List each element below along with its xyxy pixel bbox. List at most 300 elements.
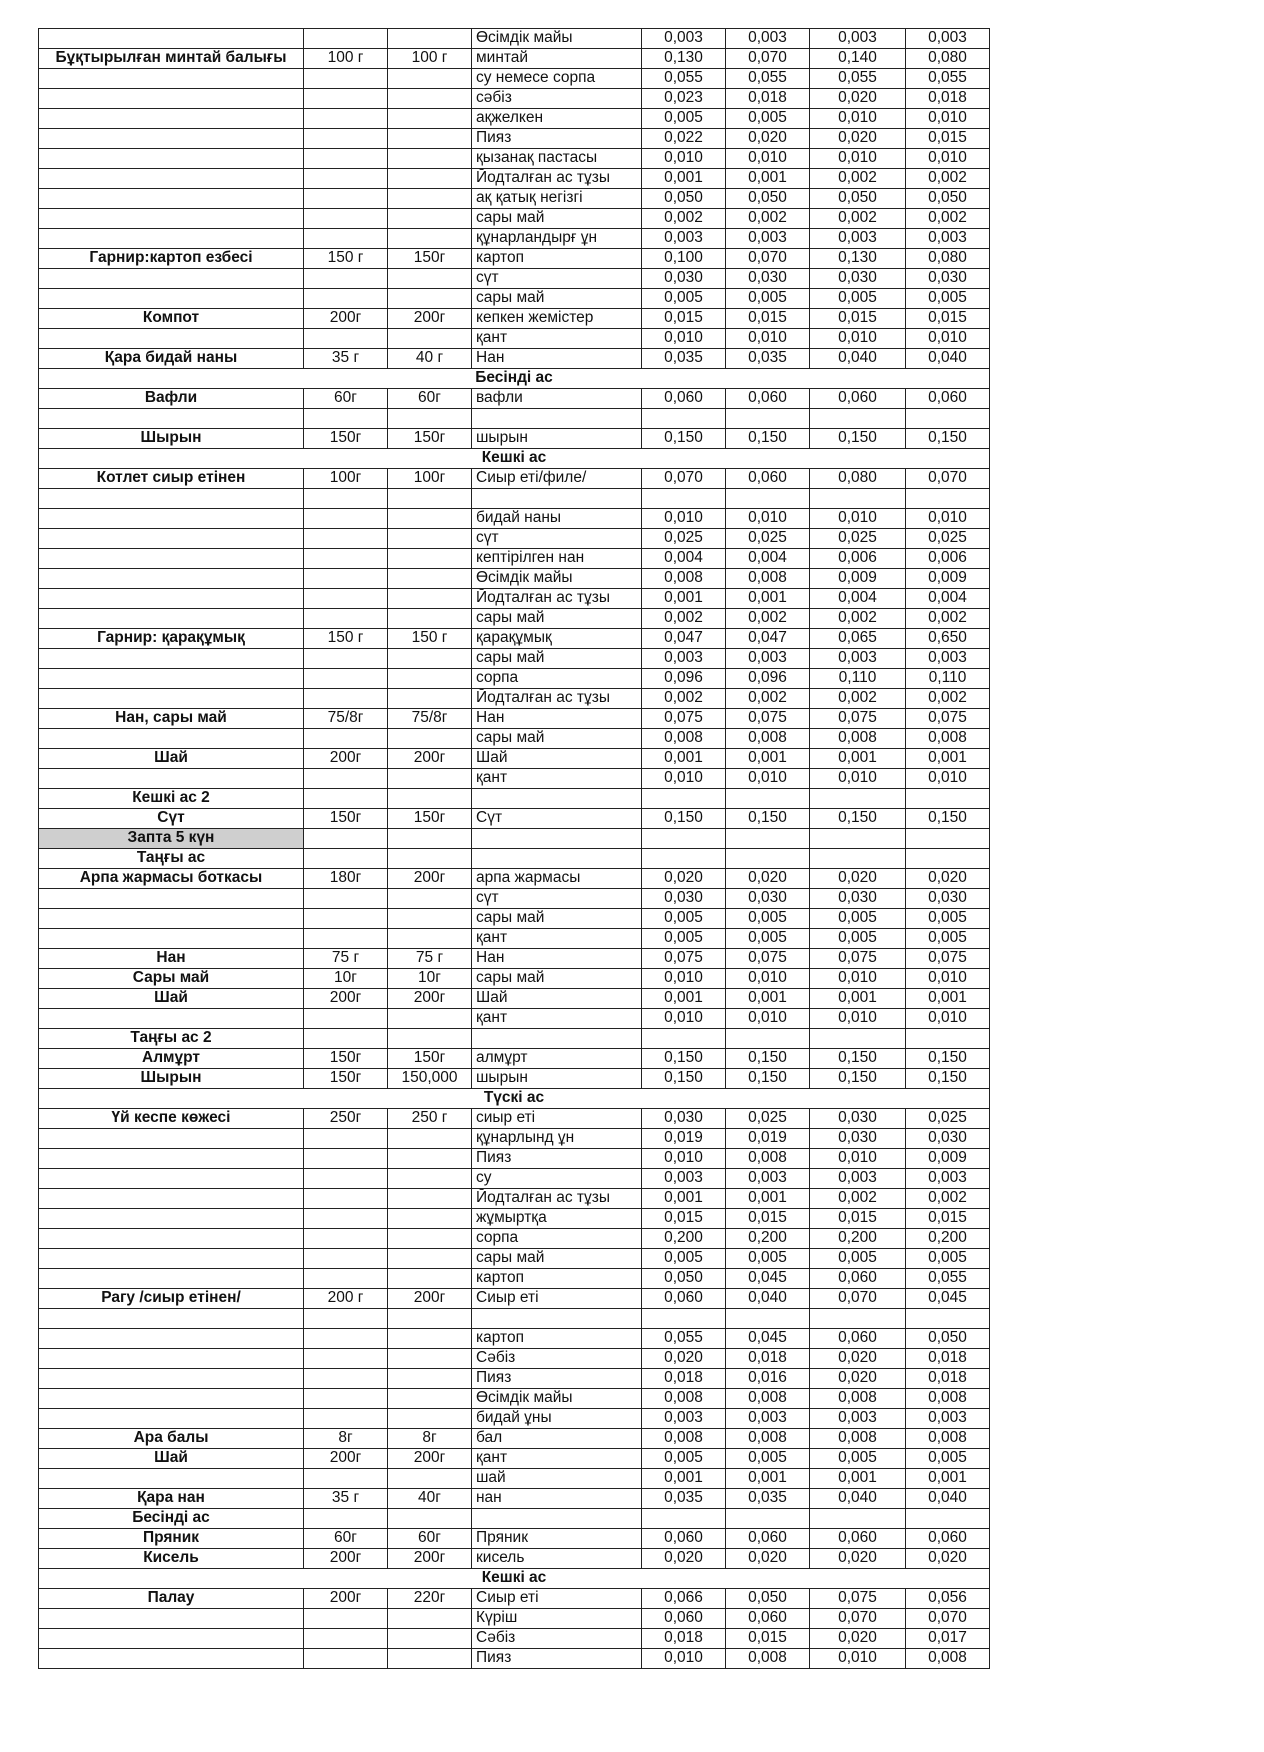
qty-col-1-cell [642, 409, 726, 429]
ingredient-cell: сүт [472, 269, 642, 289]
qty-col-1-cell: 0,001 [642, 589, 726, 609]
dish-name-cell [39, 1629, 304, 1649]
qty-col-2-cell: 0,001 [726, 1469, 810, 1489]
table-row [39, 529, 990, 549]
qty-col-4-cell: 0,003 [906, 1409, 990, 1429]
qty-col-4-cell: 0,002 [906, 169, 990, 189]
output-qty-1-cell [304, 69, 388, 89]
qty-col-3-cell: 0,002 [810, 1189, 906, 1209]
output-qty-2-cell [388, 209, 472, 229]
qty-col-4-cell: 0,008 [906, 1429, 990, 1449]
output-qty-2-cell [388, 689, 472, 709]
ingredient-cell: Күріш [472, 1609, 642, 1629]
qty-col-2-cell: 0,010 [726, 509, 810, 529]
qty-col-1-cell: 0,010 [642, 769, 726, 789]
qty-col-3-cell: 0,075 [810, 949, 906, 969]
qty-col-4-cell: 0,009 [906, 569, 990, 589]
qty-col-4-cell: 0,005 [906, 289, 990, 309]
ingredient-cell: сүт [472, 529, 642, 549]
qty-col-1-cell: 0,005 [642, 289, 726, 309]
qty-col-2-cell [726, 489, 810, 509]
output-qty-2-cell [388, 1269, 472, 1289]
qty-col-1-cell: 0,030 [642, 889, 726, 909]
dish-name-cell [39, 1009, 304, 1029]
output-qty-1-cell [304, 1309, 388, 1329]
qty-col-1-cell: 0,010 [642, 1009, 726, 1029]
table-row [39, 469, 990, 489]
ingredient-cell: Пияз [472, 1649, 642, 1669]
qty-col-1-cell: 0,070 [642, 469, 726, 489]
output-qty-2-cell [388, 489, 472, 509]
table-row [39, 1349, 990, 1369]
table-row [39, 929, 990, 949]
qty-col-1-cell: 0,015 [642, 1209, 726, 1229]
output-qty-2-cell [388, 649, 472, 669]
output-qty-2-cell [388, 189, 472, 209]
qty-col-1-cell: 0,003 [642, 649, 726, 669]
qty-col-1-cell: 0,096 [642, 669, 726, 689]
qty-col-1-cell [642, 1509, 726, 1529]
table-row [39, 1429, 990, 1449]
qty-col-2-cell: 0,150 [726, 429, 810, 449]
ingredient-cell: Шай [472, 749, 642, 769]
qty-col-4-cell: 0,017 [906, 1629, 990, 1649]
ingredient-cell: Пряник [472, 1529, 642, 1549]
dish-name-cell: Палау [39, 1589, 304, 1609]
dish-name-cell: Сүт [39, 809, 304, 829]
qty-col-3-cell [810, 1509, 906, 1529]
qty-col-2-cell: 0,030 [726, 889, 810, 909]
output-qty-1-cell: 75/8г [304, 709, 388, 729]
ingredient-cell: картоп [472, 1269, 642, 1289]
qty-col-1-cell: 0,018 [642, 1369, 726, 1389]
table-row [39, 789, 990, 809]
menu-table [38, 28, 990, 1669]
qty-col-2-cell: 0,045 [726, 1329, 810, 1349]
output-qty-1-cell [304, 149, 388, 169]
qty-col-4-cell: 0,010 [906, 769, 990, 789]
qty-col-3-cell: 0,005 [810, 289, 906, 309]
ingredient-cell: сары май [472, 209, 642, 229]
qty-col-2-cell: 0,010 [726, 149, 810, 169]
table-row [39, 1129, 990, 1149]
qty-col-4-cell: 0,060 [906, 389, 990, 409]
ingredient-cell: жұмыртқа [472, 1209, 642, 1229]
ingredient-cell: су [472, 1169, 642, 1189]
output-qty-1-cell [304, 1409, 388, 1429]
output-qty-1-cell [304, 1229, 388, 1249]
qty-col-4-cell: 0,015 [906, 1209, 990, 1229]
output-qty-2-cell [388, 69, 472, 89]
qty-col-1-cell: 0,020 [642, 1349, 726, 1369]
qty-col-4-cell: 0,150 [906, 429, 990, 449]
qty-col-2-cell: 0,075 [726, 709, 810, 729]
qty-col-3-cell: 0,010 [810, 969, 906, 989]
qty-col-4-cell: 0,075 [906, 709, 990, 729]
output-qty-1-cell [304, 89, 388, 109]
qty-col-2-cell: 0,003 [726, 29, 810, 49]
table-row [39, 669, 990, 689]
qty-col-4-cell: 0,020 [906, 1549, 990, 1569]
dish-name-cell [39, 889, 304, 909]
table-row [39, 1549, 990, 1569]
output-qty-1-cell [304, 409, 388, 429]
qty-col-2-cell: 0,008 [726, 1649, 810, 1669]
table-row [39, 449, 990, 469]
qty-col-3-cell: 0,060 [810, 1529, 906, 1549]
qty-col-4-cell: 0,010 [906, 969, 990, 989]
ingredient-cell: арпа жармасы [472, 869, 642, 889]
table-row [39, 949, 990, 969]
qty-col-2-cell: 0,001 [726, 749, 810, 769]
table-row [39, 1189, 990, 1209]
output-qty-2-cell [388, 1189, 472, 1209]
qty-col-4-cell: 0,020 [906, 869, 990, 889]
qty-col-3-cell: 0,060 [810, 1269, 906, 1289]
qty-col-4-cell: 0,040 [906, 1489, 990, 1509]
qty-col-2-cell: 0,070 [726, 249, 810, 269]
qty-col-2-cell: 0,018 [726, 89, 810, 109]
output-qty-2-cell [388, 289, 472, 309]
qty-col-4-cell: 0,005 [906, 1249, 990, 1269]
qty-col-1-cell: 0,150 [642, 809, 726, 829]
qty-col-4-cell: 0,150 [906, 1069, 990, 1089]
output-qty-1-cell [304, 929, 388, 949]
qty-col-3-cell: 0,010 [810, 1649, 906, 1669]
qty-col-2-cell [726, 1029, 810, 1049]
ingredient-cell: Пияз [472, 1149, 642, 1169]
output-qty-1-cell: 200г [304, 1589, 388, 1609]
qty-col-3-cell: 0,025 [810, 529, 906, 549]
qty-col-2-cell: 0,150 [726, 1069, 810, 1089]
output-qty-2-cell [388, 549, 472, 569]
table-row [39, 349, 990, 369]
dish-name-cell [39, 1169, 304, 1189]
qty-col-2-cell: 0,030 [726, 269, 810, 289]
qty-col-2-cell: 0,005 [726, 109, 810, 129]
qty-col-3-cell: 0,055 [810, 69, 906, 89]
qty-col-1-cell: 0,019 [642, 1129, 726, 1149]
output-qty-1-cell [304, 129, 388, 149]
output-qty-2-cell [388, 409, 472, 429]
qty-col-4-cell: 0,002 [906, 209, 990, 229]
dish-name-cell: Компот [39, 309, 304, 329]
qty-col-3-cell: 0,015 [810, 1209, 906, 1229]
output-qty-1-cell [304, 489, 388, 509]
ingredient-cell [472, 409, 642, 429]
output-qty-2-cell [388, 609, 472, 629]
qty-col-2-cell: 0,005 [726, 929, 810, 949]
qty-col-4-cell: 0,008 [906, 1649, 990, 1669]
output-qty-2-cell [388, 169, 472, 189]
ingredient-cell [472, 1509, 642, 1529]
qty-col-2-cell: 0,003 [726, 1409, 810, 1429]
dish-name-cell [39, 1309, 304, 1329]
output-qty-2-cell [388, 1249, 472, 1269]
output-qty-1-cell: 60г [304, 389, 388, 409]
output-qty-1-cell [304, 769, 388, 789]
dish-name-cell [39, 409, 304, 429]
ingredient-cell: Нан [472, 709, 642, 729]
ingredient-cell: Пияз [472, 1369, 642, 1389]
table-row [39, 109, 990, 129]
ingredient-cell: сары май [472, 909, 642, 929]
ingredient-cell: қант [472, 929, 642, 949]
qty-col-2-cell: 0,025 [726, 1109, 810, 1129]
qty-col-2-cell: 0,096 [726, 669, 810, 689]
table-row [39, 589, 990, 609]
ingredient-cell: Нан [472, 349, 642, 369]
output-qty-2-cell: 75/8г [388, 709, 472, 729]
qty-col-4-cell: 0,030 [906, 889, 990, 909]
output-qty-1-cell: 8г [304, 1429, 388, 1449]
qty-col-1-cell: 0,002 [642, 609, 726, 629]
output-qty-2-cell [388, 1649, 472, 1669]
qty-col-3-cell: 0,020 [810, 89, 906, 109]
ingredient-cell: кисель [472, 1549, 642, 1569]
qty-col-3-cell: 0,060 [810, 389, 906, 409]
table-row [39, 89, 990, 109]
qty-col-4-cell: 0,025 [906, 529, 990, 549]
meal-section-header: Түскі ас [39, 1089, 990, 1109]
qty-col-3-cell: 0,150 [810, 1049, 906, 1069]
dish-name-cell [39, 1209, 304, 1229]
output-qty-2-cell [388, 269, 472, 289]
output-qty-2-cell [388, 1309, 472, 1329]
output-qty-1-cell: 200г [304, 989, 388, 1009]
qty-col-4-cell: 0,001 [906, 749, 990, 769]
menu-sheet [38, 28, 990, 1669]
ingredient-cell: кептірілген нан [472, 549, 642, 569]
ingredient-cell: минтай [472, 49, 642, 69]
dish-name-cell: Шай [39, 1449, 304, 1469]
qty-col-2-cell: 0,008 [726, 1429, 810, 1449]
qty-col-2-cell [726, 849, 810, 869]
qty-col-3-cell [810, 1029, 906, 1049]
qty-col-3-cell: 0,030 [810, 269, 906, 289]
qty-col-2-cell: 0,050 [726, 1589, 810, 1609]
output-qty-1-cell [304, 569, 388, 589]
dish-name-cell: Вафли [39, 389, 304, 409]
dish-name-cell: Гарнир: қарақұмық [39, 629, 304, 649]
output-qty-1-cell [304, 1329, 388, 1349]
qty-col-1-cell: 0,150 [642, 1069, 726, 1089]
qty-col-3-cell: 0,070 [810, 1289, 906, 1309]
menu-table-body [39, 29, 990, 1669]
ingredient-cell: ақжелкен [472, 109, 642, 129]
dish-name-cell [39, 1249, 304, 1269]
output-qty-2-cell [388, 729, 472, 749]
qty-col-3-cell: 0,002 [810, 609, 906, 629]
output-qty-1-cell [304, 669, 388, 689]
qty-col-1-cell: 0,022 [642, 129, 726, 149]
output-qty-1-cell [304, 549, 388, 569]
ingredient-cell: су немесе сорпа [472, 69, 642, 89]
output-qty-1-cell: 150 г [304, 629, 388, 649]
dish-name-cell [39, 69, 304, 89]
qty-col-2-cell: 0,004 [726, 549, 810, 569]
ingredient-cell: сорпа [472, 669, 642, 689]
qty-col-4-cell: 0,010 [906, 329, 990, 349]
output-qty-2-cell [388, 589, 472, 609]
table-row [39, 269, 990, 289]
table-row [39, 129, 990, 149]
dish-name-cell [39, 1409, 304, 1429]
qty-col-3-cell: 0,003 [810, 1169, 906, 1189]
table-row [39, 1229, 990, 1249]
output-qty-1-cell [304, 289, 388, 309]
table-row [39, 829, 990, 849]
ingredient-cell: сары май [472, 1249, 642, 1269]
output-qty-2-cell [388, 1389, 472, 1409]
table-row [39, 1009, 990, 1029]
qty-col-2-cell: 0,005 [726, 289, 810, 309]
output-qty-2-cell [388, 229, 472, 249]
table-row [39, 369, 990, 389]
qty-col-4-cell: 0,010 [906, 509, 990, 529]
qty-col-4-cell [906, 829, 990, 849]
qty-col-4-cell: 0,003 [906, 1169, 990, 1189]
table-row [39, 1509, 990, 1529]
qty-col-2-cell: 0,001 [726, 1189, 810, 1209]
dish-name-cell [39, 729, 304, 749]
dish-name-cell [39, 1349, 304, 1369]
table-row [39, 1309, 990, 1329]
ingredient-cell: бидай ұны [472, 1409, 642, 1429]
dish-name-cell: Шай [39, 749, 304, 769]
ingredient-cell: Йодталған ас тұзы [472, 1189, 642, 1209]
dish-name-cell: Нан, сары май [39, 709, 304, 729]
output-qty-2-cell [388, 29, 472, 49]
output-qty-1-cell [304, 509, 388, 529]
qty-col-4-cell [906, 1029, 990, 1049]
qty-col-2-cell: 0,010 [726, 969, 810, 989]
output-qty-2-cell: 200г [388, 309, 472, 329]
output-qty-1-cell: 250г [304, 1109, 388, 1129]
qty-col-3-cell: 0,006 [810, 549, 906, 569]
ingredient-cell: сары май [472, 729, 642, 749]
qty-col-2-cell: 0,016 [726, 1369, 810, 1389]
qty-col-3-cell: 0,015 [810, 309, 906, 329]
output-qty-1-cell [304, 1149, 388, 1169]
dish-name-cell: Шырын [39, 429, 304, 449]
qty-col-2-cell: 0,002 [726, 689, 810, 709]
ingredient-cell: сары май [472, 289, 642, 309]
qty-col-1-cell: 0,035 [642, 349, 726, 369]
qty-col-3-cell: 0,020 [810, 129, 906, 149]
ingredient-cell: қант [472, 329, 642, 349]
qty-col-1-cell: 0,001 [642, 749, 726, 769]
dish-name-cell [39, 1129, 304, 1149]
qty-col-4-cell: 0,006 [906, 549, 990, 569]
output-qty-2-cell [388, 909, 472, 929]
qty-col-4-cell: 0,650 [906, 629, 990, 649]
qty-col-1-cell [642, 1029, 726, 1049]
table-row [39, 1369, 990, 1389]
qty-col-1-cell: 0,001 [642, 1189, 726, 1209]
dish-name-cell: Котлет сиыр етінен [39, 469, 304, 489]
ingredient-cell [472, 1309, 642, 1329]
qty-col-3-cell: 0,010 [810, 769, 906, 789]
qty-col-4-cell: 0,018 [906, 89, 990, 109]
ingredient-cell: Сәбіз [472, 1349, 642, 1369]
output-qty-2-cell: 150г [388, 809, 472, 829]
qty-col-4-cell: 0,150 [906, 1049, 990, 1069]
qty-col-2-cell: 0,002 [726, 209, 810, 229]
table-row [39, 709, 990, 729]
qty-col-2-cell: 0,018 [726, 1349, 810, 1369]
output-qty-1-cell [304, 1269, 388, 1289]
qty-col-1-cell: 0,005 [642, 1449, 726, 1469]
qty-col-1-cell: 0,055 [642, 1329, 726, 1349]
ingredient-cell: құнарландырғ ұн [472, 229, 642, 249]
table-row [39, 1029, 990, 1049]
dish-name-cell: Пряник [39, 1529, 304, 1549]
output-qty-1-cell [304, 209, 388, 229]
output-qty-2-cell: 220г [388, 1589, 472, 1609]
output-qty-1-cell [304, 689, 388, 709]
output-qty-1-cell [304, 1349, 388, 1369]
table-row [39, 69, 990, 89]
qty-col-4-cell: 0,008 [906, 1389, 990, 1409]
qty-col-1-cell: 0,004 [642, 549, 726, 569]
output-qty-1-cell [304, 589, 388, 609]
ingredient-cell: қызанақ пастасы [472, 149, 642, 169]
qty-col-4-cell [906, 409, 990, 429]
dish-name-cell: Рагу /сиыр етінен/ [39, 1289, 304, 1309]
qty-col-1-cell [642, 489, 726, 509]
qty-col-2-cell: 0,003 [726, 649, 810, 669]
ingredient-cell: қарақұмық [472, 629, 642, 649]
qty-col-1-cell: 0,075 [642, 709, 726, 729]
dish-name-cell [39, 89, 304, 109]
dish-name-cell [39, 1469, 304, 1489]
dish-name-cell [39, 1229, 304, 1249]
output-qty-2-cell: 60г [388, 389, 472, 409]
table-row [39, 1049, 990, 1069]
ingredient-cell: сары май [472, 969, 642, 989]
output-qty-1-cell: 60г [304, 1529, 388, 1549]
qty-col-1-cell: 0,008 [642, 1389, 726, 1409]
ingredient-cell [472, 849, 642, 869]
qty-col-2-cell [726, 409, 810, 429]
table-row [39, 769, 990, 789]
qty-col-1-cell: 0,008 [642, 569, 726, 589]
qty-col-2-cell: 0,008 [726, 729, 810, 749]
qty-col-4-cell: 0,005 [906, 909, 990, 929]
table-row [39, 1489, 990, 1509]
dish-name-cell [39, 569, 304, 589]
table-row [39, 1169, 990, 1189]
qty-col-4-cell [906, 1509, 990, 1529]
table-row [39, 169, 990, 189]
table-row [39, 1329, 990, 1349]
dish-name-cell [39, 1269, 304, 1289]
dish-name-cell [39, 549, 304, 569]
table-row [39, 1109, 990, 1129]
qty-col-1-cell [642, 789, 726, 809]
qty-col-3-cell: 0,030 [810, 889, 906, 909]
table-row [39, 989, 990, 1009]
qty-col-4-cell: 0,008 [906, 729, 990, 749]
qty-col-2-cell: 0,075 [726, 949, 810, 969]
qty-col-1-cell: 0,005 [642, 1249, 726, 1269]
ingredient-cell [472, 489, 642, 509]
ingredient-cell: Шай [472, 989, 642, 1009]
table-row [39, 729, 990, 749]
output-qty-1-cell [304, 1189, 388, 1209]
qty-col-2-cell: 0,001 [726, 169, 810, 189]
